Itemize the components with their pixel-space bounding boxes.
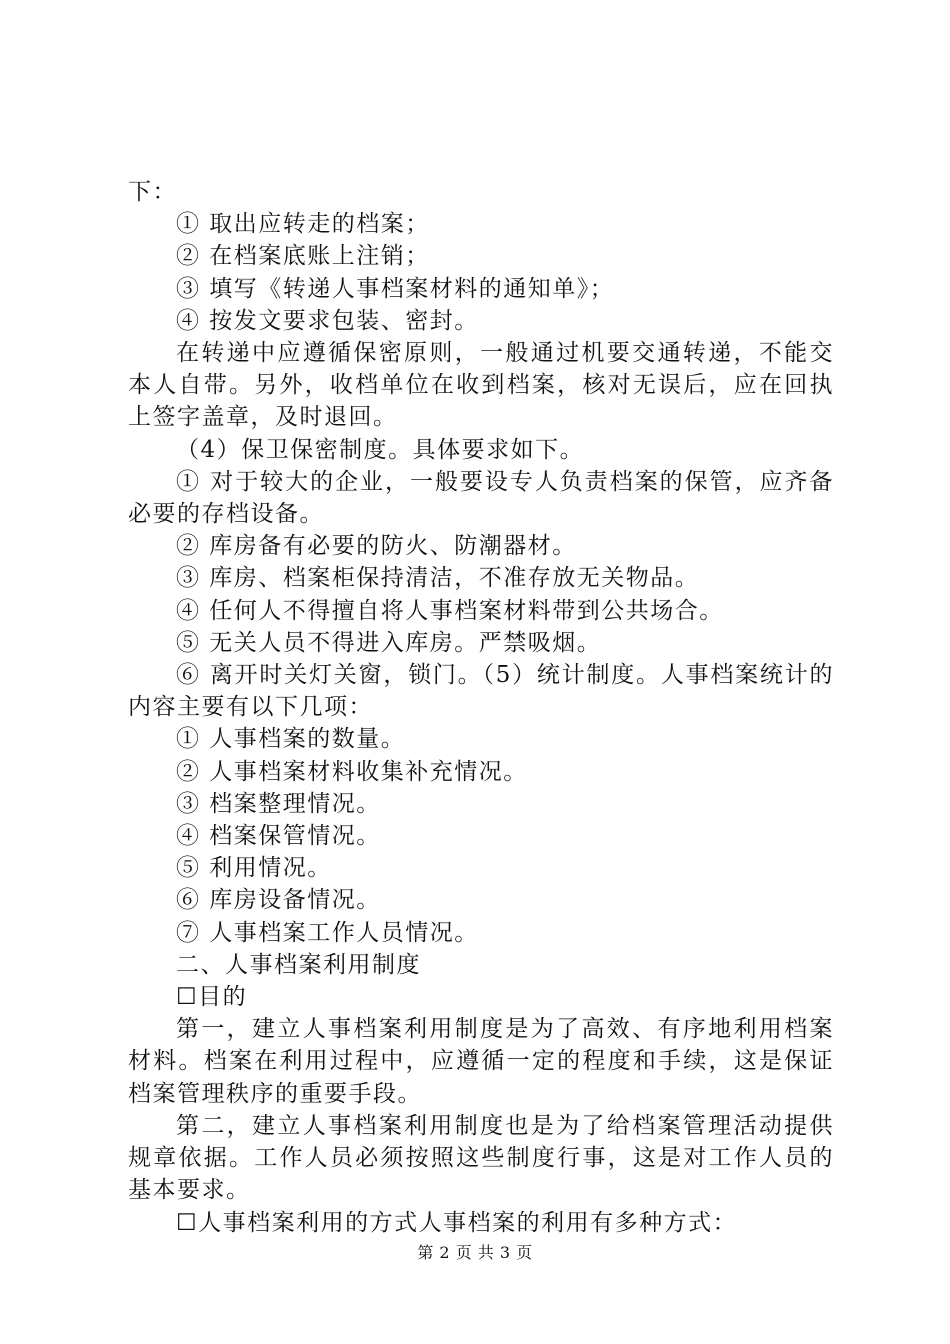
list-item: ① 对于较大的企业，一般要设专人负责档案的保管，应齐备必要的存档设备。 (128, 468, 834, 528)
subsection-heading: ☐目的 (176, 984, 248, 1011)
list-item: ④ 档案保管情况。 (176, 823, 381, 850)
list-item: ⑥ 库房设备情况。 (176, 887, 381, 914)
section-heading: 二、人事档案利用制度 (176, 951, 421, 978)
list-item: ② 人事档案材料收集补充情况。 (176, 758, 528, 785)
subsection-heading: ☐人事档案利用的方式人事档案的利用有多种方式： (176, 1209, 738, 1236)
section-heading: （4）保卫保密制度。具体要求如下。 (176, 436, 585, 463)
list-item: ③ 填写《转递人事档案材料的通知单》； (176, 275, 615, 302)
body-paragraph: 在转递中应遵循保密原则，一般通过机要交通转递，不能交本人自带。另外，收档单位在收到档案，核对无误后，应在回执上签字盖章，及时退回。 (128, 340, 834, 431)
list-item: ⑤ 利用情况。 (176, 855, 332, 882)
list-item: ⑥ 离开时关灯关窗，锁门。（5）统计制度。人事档案统计的内容主要有以下几项： (128, 662, 834, 721)
list-item: ① 人事档案的数量。 (176, 726, 406, 753)
body-paragraph: 第一，建立人事档案利用制度是为了高效、有序地利用档案材料。档案在利用过程中，应遵循一定的程度和手续，这是保证档案管理秩序的重要手段。 (128, 1016, 834, 1107)
list-item: ① 取出应转走的档案； (176, 211, 430, 238)
list-item: ③ 库房、档案柜保持清洁，不准存放无关物品。 (176, 565, 700, 592)
body-paragraph: 第二，建立人事档案利用制度也是为了给档案管理活动提供规章依据。工作人员必须按照这些制度行事，这是对工作人员的基本要求。 (128, 1112, 834, 1204)
page-footer: 第 2 页 共 3 页 (417, 1243, 533, 1262)
list-item: ② 在档案底账上注销； (176, 243, 430, 270)
list-item: ④ 按发文要求包装、密封。 (176, 307, 479, 334)
paragraph-continuation: 下： (128, 179, 177, 205)
list-item: ⑤ 无关人员不得进入库房。严禁吸烟。 (176, 629, 602, 656)
list-item: ② 库房备有必要的防火、防潮器材。 (176, 533, 577, 560)
list-item: ⑦ 人事档案工作人员情况。 (176, 919, 479, 946)
list-item: ④ 任何人不得擅自将人事档案材料带到公共场合。 (176, 597, 724, 624)
document-body (128, 176, 834, 1239)
list-item: ③ 档案整理情况。 (176, 790, 381, 817)
